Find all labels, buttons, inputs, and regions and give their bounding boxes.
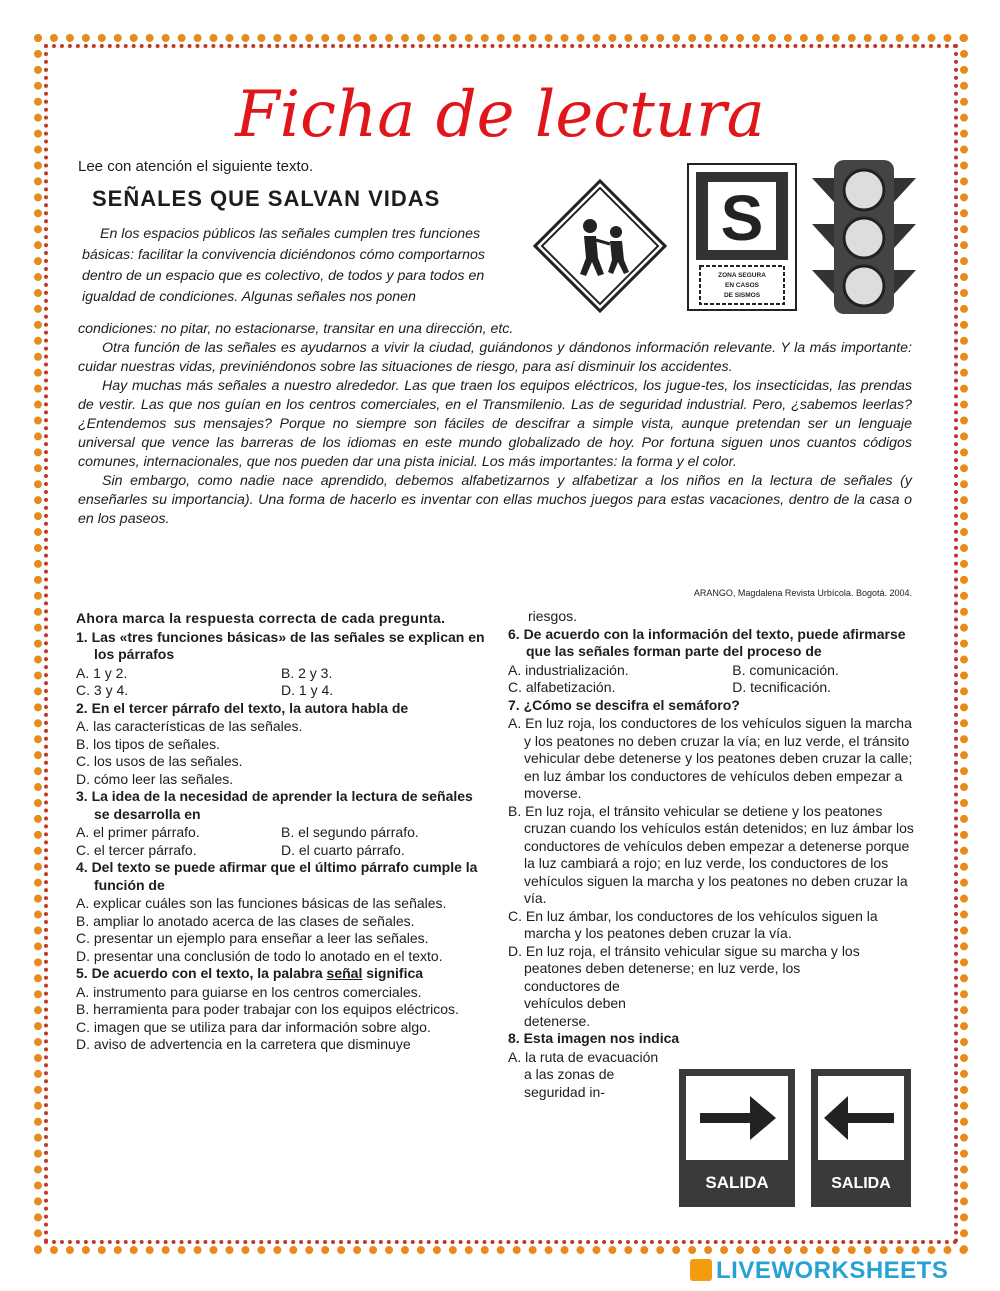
q5-option-d[interactable]: D. aviso de advertencia en la carretera que disminuye (76, 1036, 411, 1052)
q3-option-b[interactable]: B. el segundo párrafo. (281, 824, 419, 840)
children-crossing-sign-icon (532, 178, 668, 314)
q2-option-c[interactable]: C. los usos de las señales. (76, 753, 243, 769)
question-6: 6. De acuerdo con la información del texto, puede afirmarse que las señales forman parte del proceso de (508, 625, 906, 659)
q2-option-a[interactable]: A. las características de las señales. (76, 718, 303, 734)
underlined-word: señal (326, 965, 363, 981)
exit-right-sign-icon (678, 1068, 796, 1208)
q5-option-a[interactable]: A. instrumento para guiarse en los centros comerciales. (76, 983, 422, 1000)
q7-option-d[interactable]: D. En luz roja, el tránsito vehicular sigue su marcha y los peatones deben detenerse; en luz verde, los (508, 942, 860, 976)
questions-right-column (508, 610, 914, 1101)
q6-option-b[interactable]: B. comunicación. (732, 661, 839, 678)
question-5: 5. De acuerdo con el texto, la palabra señal significa (76, 965, 424, 981)
exit-left-label: SALIDA (831, 1175, 891, 1192)
q5-option-b[interactable]: B. herramienta para poder trabajar con los equipos eléctricos. (76, 1001, 459, 1017)
article-heading: SEÑALES QUE SALVAN VIDAS (92, 186, 441, 211)
paragraph-1-cont: condiciones: no pitar, no estacionarse, transitar en una dirección, etc. (78, 321, 514, 337)
q6-option-a[interactable]: A. industrialización. (508, 661, 629, 678)
q1-option-b[interactable]: B. 2 y 3. (281, 664, 333, 681)
questions-left-column (76, 610, 486, 1054)
q1-option-d[interactable]: D. 1 y 4. (281, 682, 334, 698)
svg-text:EN CASOS: EN CASOS (725, 282, 759, 289)
q1-option-c[interactable]: C. 3 y 4. (76, 682, 129, 698)
q3-option-c[interactable]: C. el tercer párrafo. (76, 841, 197, 858)
svg-text:DE SISMOS: DE SISMOS (723, 292, 761, 299)
q7-option-c[interactable]: C. En luz ámbar, los conductores de los vehículos siguen la marcha y los peatones deben cruzar la vía. (508, 907, 878, 941)
article-body (78, 320, 912, 529)
traffic-light-icon (808, 158, 920, 318)
q4-option-c[interactable]: C. presentar un ejemplo para enseñar a leer las señales. (76, 930, 429, 946)
q6-option-c[interactable]: C. alfabetización. (508, 679, 616, 695)
question-7: 7. ¿Cómo se descifra el semáforo? (508, 696, 740, 713)
q5-option-d-continued: riesgos. (528, 608, 578, 624)
question-1: 1. Las «tres funciones básicas» de las señales se explican en los párrafos (76, 628, 485, 662)
q2-option-d[interactable]: D. cómo leer las señales. (76, 770, 234, 787)
q6-option-d[interactable]: D. tecnificación. (732, 679, 832, 695)
q3-option-d[interactable]: D. el cuarto párrafo. (281, 841, 405, 858)
q5-option-c[interactable]: C. imagen que se utiliza para dar información sobre algo. (76, 1018, 431, 1035)
question-8: 8. Esta imagen nos indica (508, 1030, 680, 1046)
page-title: Ficha de lectura (235, 78, 765, 152)
citation: ARANGO, Magdalena Revista Urbícola. Bogotá. 2004. (693, 588, 912, 598)
liveworksheets-logo: LIVEWORKSHEETS (690, 1257, 948, 1285)
s-letter: S (720, 182, 764, 254)
q1-option-a[interactable]: A. 1 y 2. (76, 664, 128, 681)
questions-prompt: Ahora marca la respuesta correcta de cada pregunta. (76, 610, 446, 626)
q8-option-a[interactable]: A. la ruta de evacuación a las zonas de seguridad in- (508, 1048, 659, 1100)
q4-option-a[interactable]: A. explicar cuáles son las funciones básicas de las señales. (76, 895, 447, 911)
paragraph-4: Sin embargo, como nadie nace aprendido, debemos alfabetizarnos y alfabetizar a los niños en la lectura de señales (y enseñarles su importancia). Una forma de hacerlo es inventar con ellas muchos juegos para estas vacaciones, dentro de la casa o en los paseos. (78, 473, 912, 527)
q7-option-d-continued: conductores de vehículos deben detenerse. (524, 977, 626, 1029)
q2-option-b[interactable]: B. los tipos de señales. (76, 735, 220, 752)
question-2: 2. En el tercer párrafo del texto, la autora habla de (76, 699, 409, 716)
paragraph-3: Hay muchas más señales a nuestro alrededor. Las que traen los equipos eléctricos, los jugue-tes, los insecticidas, las prendas de vestir. Las que nos guían en los centros comerciales, en el Transmilenio. Las de seguridad industrial. Pero, ¿sabemos leerlas? ¿Entendemos sus mensajes? Porque no siempre son fáciles de descifrar a simple vista, aunque pretendan ser un lenguaje universal que vence las barreras de los idiomas en este mundo globalizado de hoy. Por fortuna siguen unos cuantos códigos comunes, internacionales, que nos pueden dar una pista inicial. Los más importantes: la forma y el color. (78, 378, 912, 470)
q7-option-a[interactable]: A. En luz roja, los conductores de los vehículos siguen la marcha y los peatones no deben cruzar la vía; en luz verde, el tránsito vehicular debe detenerse y los peatones deben cruzar la calle; en luz ámbar los conductores de vehículos deben empezar a moverse. (508, 715, 913, 801)
q4-option-d[interactable]: D. presentar una conclusión de todo lo anotado en el texto. (76, 947, 443, 964)
paragraph-2: Otra función de las señales es ayudarnos a vivir la ciudad, guiándonos y dándonos información relevante. Y la más importante: cuidar nuestras vidas, previniéndonos sobre las situaciones de riesgo, para así disminuir los accidentes. (78, 340, 912, 375)
q4-option-b[interactable]: B. ampliar lo anotado acerca de las clases de señales. (76, 912, 415, 929)
instruction: Lee con atención el siguiente texto. (78, 158, 314, 175)
safe-zone-sign-icon (686, 162, 798, 312)
svg-text:ZONA SEGURA: ZONA SEGURA (718, 272, 766, 279)
intro-paragraph: En los espacios públicos las señales cumplen tres funciones básicas: facilitar la convivencia diciéndonos cómo comportarnos dentro de un espacio que es colectivo, de todos y para todos en igualdad de condiciones. Algunas señales nos ponen (82, 226, 485, 305)
exit-left-sign-icon (810, 1068, 912, 1208)
q7-option-b[interactable]: B. En luz roja, el tránsito vehicular se detiene y los peatones cruzan cuando los vehículos están detenidos; en luz ámbar los conductores de vehículos deben empezar a detenerse porque la luz cambiará a rojo; en luz verde, los conductores de los vehículos siguen la marcha y los peatones no deben cruzar la vía. (508, 802, 914, 906)
q3-option-a[interactable]: A. el primer párrafo. (76, 824, 200, 840)
exit-right-label: SALIDA (705, 1173, 769, 1192)
question-3: 3. La idea de la necesidad de aprender la lectura de señales se desarrolla en (76, 788, 473, 822)
question-4: 4. Del texto se puede afirmar que el último párrafo cumple la función de (76, 859, 478, 893)
